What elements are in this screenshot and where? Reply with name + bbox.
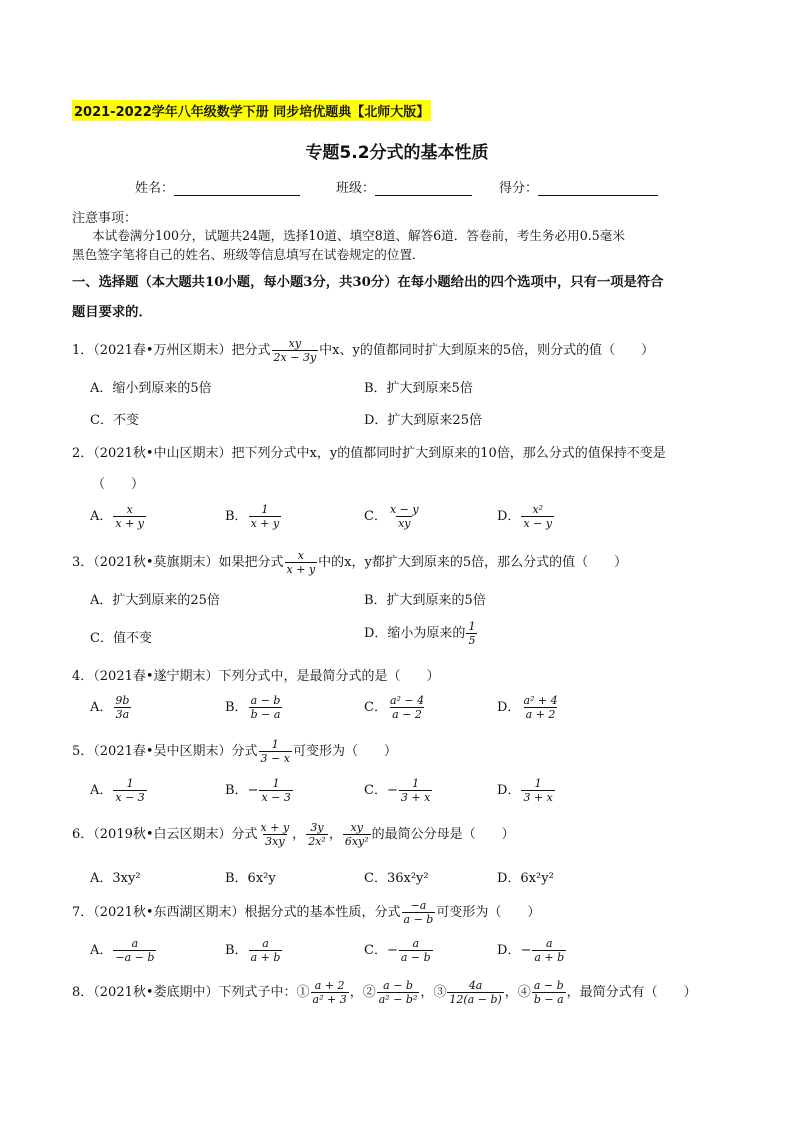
q5-d-den: 3 + x: [523, 791, 553, 804]
q3-option-a[interactable]: A．扩大到原来的25倍: [90, 593, 220, 608]
q5-b-num: 1: [272, 777, 280, 790]
q7-option-a[interactable]: [90, 937, 157, 964]
q2-stem-line-1: 2．（2021秋•中山区期末）把下列分式中x，y的值都同时扩大到原来的10倍，那么分式的值保持不变是: [72, 446, 666, 461]
q1-option-b[interactable]: B．扩大到原来5倍: [364, 381, 473, 396]
q8-circle-1: ①: [296, 985, 310, 1000]
q4-c-label: C．: [364, 700, 387, 715]
q2-b-num: 1: [261, 503, 269, 516]
q7-b-fraction: [249, 937, 283, 964]
q6-f2-num: 3y: [310, 821, 324, 834]
q2-b-den: x + y: [250, 517, 280, 530]
q8-fraction-4: [532, 979, 566, 1006]
q5-post: 可变形为（ ）: [292, 744, 397, 759]
q8-fraction-3: [447, 979, 503, 1006]
q6-fraction-3: [343, 821, 371, 848]
q7-stem: [72, 899, 540, 926]
q3-stem: [72, 549, 627, 576]
q8-pre: 8．（2021秋•娄底期中）下列式子中：: [72, 985, 297, 1000]
q1-fraction: [272, 337, 319, 364]
q8-fraction-2: [377, 979, 420, 1006]
score-label: 得分：: [499, 181, 539, 196]
q1-post: 中x、y的值都同时扩大到原来的5倍，则分式的值（ ）: [319, 343, 655, 358]
q4-b-den: b − a: [250, 708, 281, 721]
q6-option-a[interactable]: A．3xy²: [90, 871, 141, 886]
q4-b-fraction: [249, 694, 283, 721]
q2-a-den: x + y: [115, 517, 145, 530]
q7-d-label: D．: [497, 943, 521, 958]
q2-option-d[interactable]: [497, 503, 555, 530]
q3-d-num: 1: [468, 620, 476, 633]
q2-option-a[interactable]: [90, 503, 147, 530]
q2-b-label: B．: [225, 509, 248, 524]
q4-option-a[interactable]: [90, 694, 132, 721]
q5-stem: [72, 738, 397, 765]
q7-option-b[interactable]: [225, 937, 283, 964]
q4-d-label: D．: [497, 700, 521, 715]
q2-c-num: x − y: [389, 503, 419, 516]
q3-d-den: 5: [468, 634, 476, 647]
q2-stem-line-2: （ ）: [92, 477, 145, 492]
q7-post: 可变形为（ ）: [436, 905, 541, 920]
q5-c-den: 3 + x: [400, 791, 431, 804]
q7-b-num: a: [262, 937, 269, 950]
q5-fraction: [259, 738, 292, 765]
q7-option-c[interactable]: [364, 937, 434, 964]
q5-b-den: x − 3: [261, 791, 291, 804]
q4-b-num: a − b: [250, 694, 281, 707]
q2-c-fraction: [388, 503, 421, 530]
q3-option-b[interactable]: B．扩大到原来的5倍: [364, 593, 486, 608]
q3-post: 中的x，y都扩大到原来的5倍，那么分式的值（ ）: [318, 555, 628, 570]
score-blank[interactable]: [538, 181, 658, 196]
q2-a-label: A．: [90, 509, 113, 524]
q6-stem: 6．（2019秋•白云区期末）分式 $\frac{x + y}{3xy}$ ， $\frac{3y}{\text{2x²}}$ ， $\frac{xy}{\text{6xy²}}$ 的最简公分母是（ ）: [72, 821, 515, 848]
name-blank[interactable]: [174, 181, 300, 196]
q8-f2-den: a² − b²: [378, 993, 418, 1006]
q1-stem: [72, 337, 654, 364]
notes-line-2: 黑色签字笔将自己的姓名、班级等信息填写在试卷规定的位置．: [72, 247, 425, 262]
q8-post: ，最简分式有（ ）: [566, 985, 697, 1000]
q4-d-num: a² + 4: [523, 694, 558, 707]
q1-option-c[interactable]: C．不变: [90, 413, 139, 428]
q4-stem: 4．（2021春•遂宁期末）下列分式中，是最简分式的是（ ）: [72, 669, 440, 684]
q2-option-c[interactable]: [364, 503, 422, 530]
name-label: 姓名：: [135, 181, 175, 196]
q6-option-b[interactable]: B．6x²y: [225, 871, 276, 886]
q2-d-label: D．: [497, 509, 521, 524]
q7-d-fraction: [532, 937, 566, 964]
q5-c-num: 1: [412, 777, 420, 790]
q4-c-num: a² − 4: [389, 694, 425, 707]
q5-c-fraction: [399, 777, 432, 804]
q6-option-c[interactable]: C．36x²y²: [364, 871, 429, 886]
q7-c-label: C．: [364, 943, 387, 958]
q6-fraction-1: [259, 821, 292, 848]
q4-d-den: a + 2: [525, 708, 556, 721]
header-banner: 2021-2022学年八年级数学下册 同步培优题典【北师大版】: [72, 100, 431, 121]
q8-circle-3: ，③: [420, 985, 447, 1000]
q5-option-c[interactable]: [364, 777, 433, 804]
q6-f2-den: 2x²: [308, 835, 326, 848]
q8-circle-4: ，④: [504, 985, 531, 1000]
q8-f1-den: a² + 3: [312, 993, 347, 1006]
q6-f1-num: x + y: [260, 821, 290, 834]
q5-pre: 5．（2021春•吴中区期末）分式: [72, 744, 258, 759]
q6-post: 的最简公分母是（ ）: [371, 827, 515, 842]
q8-circle-2: ，②: [349, 985, 376, 1000]
q3-fraction: [285, 549, 318, 576]
q7-c-fraction: [399, 937, 433, 964]
notes-line-1: 本试卷满分100分，试题共24题，选择10道、填空8道、解答6道．答卷前，考生务必用0.5毫米: [92, 228, 625, 243]
q4-option-b[interactable]: [225, 694, 283, 721]
q1-option-a[interactable]: A．缩小到原来的5倍: [90, 381, 212, 396]
score-field: [499, 177, 658, 196]
q5-a-den: x − 3: [115, 791, 145, 804]
section1-line-1: 一、选择题（本大题共10小题，每小题3分，共30分）在每小题给出的四个选项中，只有一项是符合: [72, 275, 664, 290]
q4-d-fraction: [521, 694, 559, 721]
q5-c-sign: −: [386, 783, 398, 798]
q7-b-den: a + b: [250, 951, 281, 964]
q5-b-sign: −: [247, 783, 259, 798]
name-field: [135, 177, 300, 196]
q7-d-sign: −: [520, 943, 532, 958]
q2-d-den: x − y: [523, 517, 553, 530]
q8-f4-den: b − a: [533, 993, 564, 1006]
q5-d-fraction: [521, 777, 554, 804]
q4-option-c[interactable]: [364, 694, 427, 721]
q5-a-label: A．: [90, 783, 113, 798]
q3-option-c[interactable]: C．值不变: [90, 631, 152, 646]
q8-f3-num: 4a: [468, 979, 483, 992]
q5-c-label: C．: [364, 783, 387, 798]
q3-d-fraction: [466, 620, 477, 647]
q2-d-num: x²: [532, 503, 544, 516]
q2-a-fraction: [113, 503, 146, 530]
q2-c-label: C．: [364, 509, 387, 524]
q2-b-fraction: [249, 503, 282, 530]
q3-d-text: D．缩小为原来的: [364, 626, 466, 641]
q4-option-d[interactable]: [497, 694, 561, 721]
q6-option-d[interactable]: D．6x²y²: [497, 871, 554, 886]
q7-d-num: a: [545, 937, 553, 950]
q1-pre: 1．（2021春•万州区期末）把分式: [72, 343, 271, 358]
q2-d-fraction: [521, 503, 554, 530]
q3-pre: 3．（2021秋•莫旗期末）如果把分式: [72, 555, 284, 570]
q8-f3-den: 12(a − b): [449, 993, 502, 1006]
q7-d-den: a + b: [534, 951, 565, 964]
class-field: [336, 177, 472, 196]
class-label: 班级：: [336, 181, 376, 196]
q7-a-fraction: [113, 937, 156, 964]
q7-c-num: a: [412, 937, 420, 950]
q5-option-b[interactable]: [225, 777, 294, 804]
q6-f3-den: 6xy²: [344, 835, 369, 848]
q7-frac-num: −a: [410, 899, 427, 912]
q8-f1-num: a + 2: [314, 979, 345, 992]
q4-c-den: a − 2: [392, 708, 422, 721]
q4-a-label: A．: [90, 700, 113, 715]
q3-option-d[interactable]: [364, 620, 478, 647]
q8-stem: [72, 979, 697, 1006]
q7-a-num: a: [131, 937, 139, 950]
q7-c-sign: −: [386, 943, 398, 958]
q1-option-d[interactable]: D．扩大到原来25倍: [364, 413, 482, 428]
q5-a-num: 1: [126, 777, 134, 790]
q5-frac-num: 1: [271, 738, 279, 751]
q8-f2-num: a − b: [383, 979, 413, 992]
q3-frac-den: x + y: [286, 563, 316, 576]
class-blank[interactable]: [375, 181, 472, 196]
q3-frac-num: x: [297, 549, 304, 562]
q7-c-den: a − b: [400, 951, 431, 964]
q7-frac-den: a − b: [403, 913, 434, 926]
q5-b-label: B．: [225, 783, 248, 798]
q5-d-num: 1: [534, 777, 542, 790]
notes-heading: 注意事项：: [72, 211, 138, 226]
q7-fraction: [402, 899, 436, 926]
q5-option-d[interactable]: [497, 777, 556, 804]
q6-f3-num: xy: [350, 821, 363, 834]
q8-fraction-1: [311, 979, 349, 1006]
q5-frac-den: 3 − x: [260, 752, 290, 765]
q5-a-fraction: [113, 777, 146, 804]
q5-d-label: D．: [497, 783, 521, 798]
q2-a-num: x: [126, 503, 133, 516]
q6-f1-den: 3xy: [265, 835, 285, 848]
q2-c-den: xy: [398, 517, 411, 530]
q8-f4-num: a − b: [533, 979, 564, 992]
q1-frac-den: 2x − 3y: [273, 351, 317, 364]
q4-a-num: 9b: [115, 694, 130, 707]
q5-option-a[interactable]: [90, 777, 148, 804]
section1-line-2: 题目要求的．: [72, 305, 152, 320]
q6-pre: 6．（2019秋•白云区期末）分式: [72, 827, 258, 842]
q5-b-fraction: [259, 777, 292, 804]
q1-frac-num: xy: [288, 337, 302, 350]
q6-fraction-2: [306, 821, 328, 848]
q4-a-den: 3a: [115, 708, 130, 721]
q7-option-d[interactable]: [497, 937, 567, 964]
q2-option-b[interactable]: [225, 503, 282, 530]
q4-c-fraction: [388, 694, 426, 721]
q7-pre: 7．（2021秋•东西湖区期末）根据分式的基本性质，分式: [72, 905, 401, 920]
page-title: 专题5.2分式的基本性质: [305, 143, 489, 163]
q4-b-label: B．: [225, 700, 248, 715]
q7-a-label: A．: [90, 943, 113, 958]
q7-b-label: B．: [225, 943, 248, 958]
q4-a-fraction: [113, 694, 131, 721]
q7-a-den: −a − b: [115, 951, 155, 964]
